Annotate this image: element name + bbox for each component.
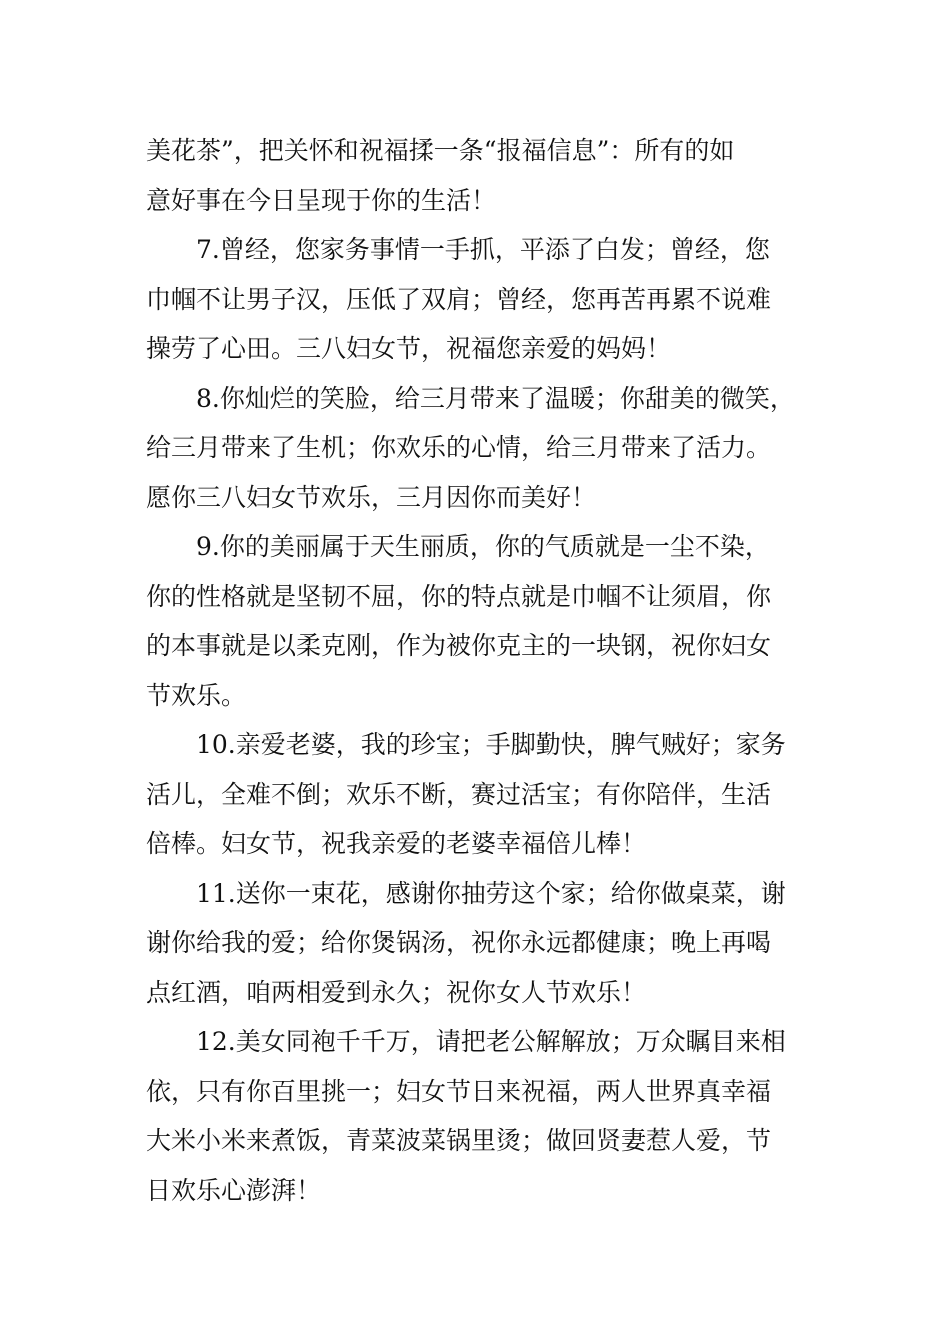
- text-line: 巾帼不让男子汉，压低了双肩；曾经，您再苦再累不说难: [146, 284, 772, 314]
- paragraph-item-10: [146, 720, 826, 869]
- paragraph-item-7: [146, 225, 826, 374]
- text-line: 11.送你一束花，感谢你抽劳这个家；给你做桌菜，谢: [196, 878, 786, 908]
- text-line: 你的性格就是坚韧不屈，你的特点就是巾帼不让须眉，你: [146, 581, 772, 611]
- text-line: 操劳了心田。三八妇女节，祝福您亲爱的妈妈！: [146, 334, 672, 363]
- text-line: 日欢乐心澎湃！: [146, 1175, 322, 1205]
- text-line: 7.曾经，您家务事情一手抓，平添了白发；曾经，您: [196, 235, 770, 264]
- text-line: 12.美女同袍千千万，请把老公解解放；万众瞩目来相: [196, 1027, 786, 1056]
- paragraph-item-9: [146, 522, 826, 720]
- paragraph-item-11: [146, 869, 826, 1018]
- text-line: 8.你灿烂的笑脸，给三月带来了温暖；你甜美的微笑，: [196, 383, 795, 413]
- text-line: 美花茶”，把关怀和祝福揉一条“报福信息”：所有的如: [146, 136, 735, 165]
- paragraph-item-12: [146, 1017, 826, 1215]
- text-line: 意好事在今日呈现于你的生活！: [146, 185, 497, 215]
- text-line: 点红酒，咱两相爱到永久；祝你女人节欢乐！: [146, 977, 647, 1007]
- text-line: 活儿，全难不倒；欢乐不断，赛过活宝；有你陪伴，生活: [146, 779, 772, 809]
- text-line: 谢你给我的爱；给你煲锅汤，祝你永远都健康；晚上再喝: [146, 928, 772, 957]
- text-line: 大米小米来煮饭，青菜波菜锅里烫；做回贤妻惹人爱，节: [146, 1126, 772, 1155]
- text-line: 依，只有你百里挑一；妇女节日来祝福，两人世界真幸福: [146, 1076, 772, 1106]
- text-line: 愿你三八妇女节欢乐，三月因你而美好！: [146, 482, 597, 512]
- text-line: 节欢乐。: [146, 680, 247, 710]
- text-line: 的本事就是以柔克刚，作为被你克主的一块钢，祝你妇女: [146, 631, 772, 660]
- text-line: 给三月带来了生机；你欢乐的心情，给三月带来了活力。: [146, 433, 772, 462]
- text-line: 9.你的美丽属于天生丽质，你的气质就是一尘不染，: [196, 532, 770, 561]
- document-body: [146, 126, 826, 1215]
- paragraph-continuation: [146, 126, 826, 225]
- paragraph-item-8: [146, 374, 826, 523]
- text-line: 倍棒。妇女节，祝我亲爱的老婆幸福倍儿棒！: [146, 829, 647, 858]
- text-line: 10.亲爱老婆，我的珍宝；手脚勤快，脾气贼好；家务: [196, 730, 786, 759]
